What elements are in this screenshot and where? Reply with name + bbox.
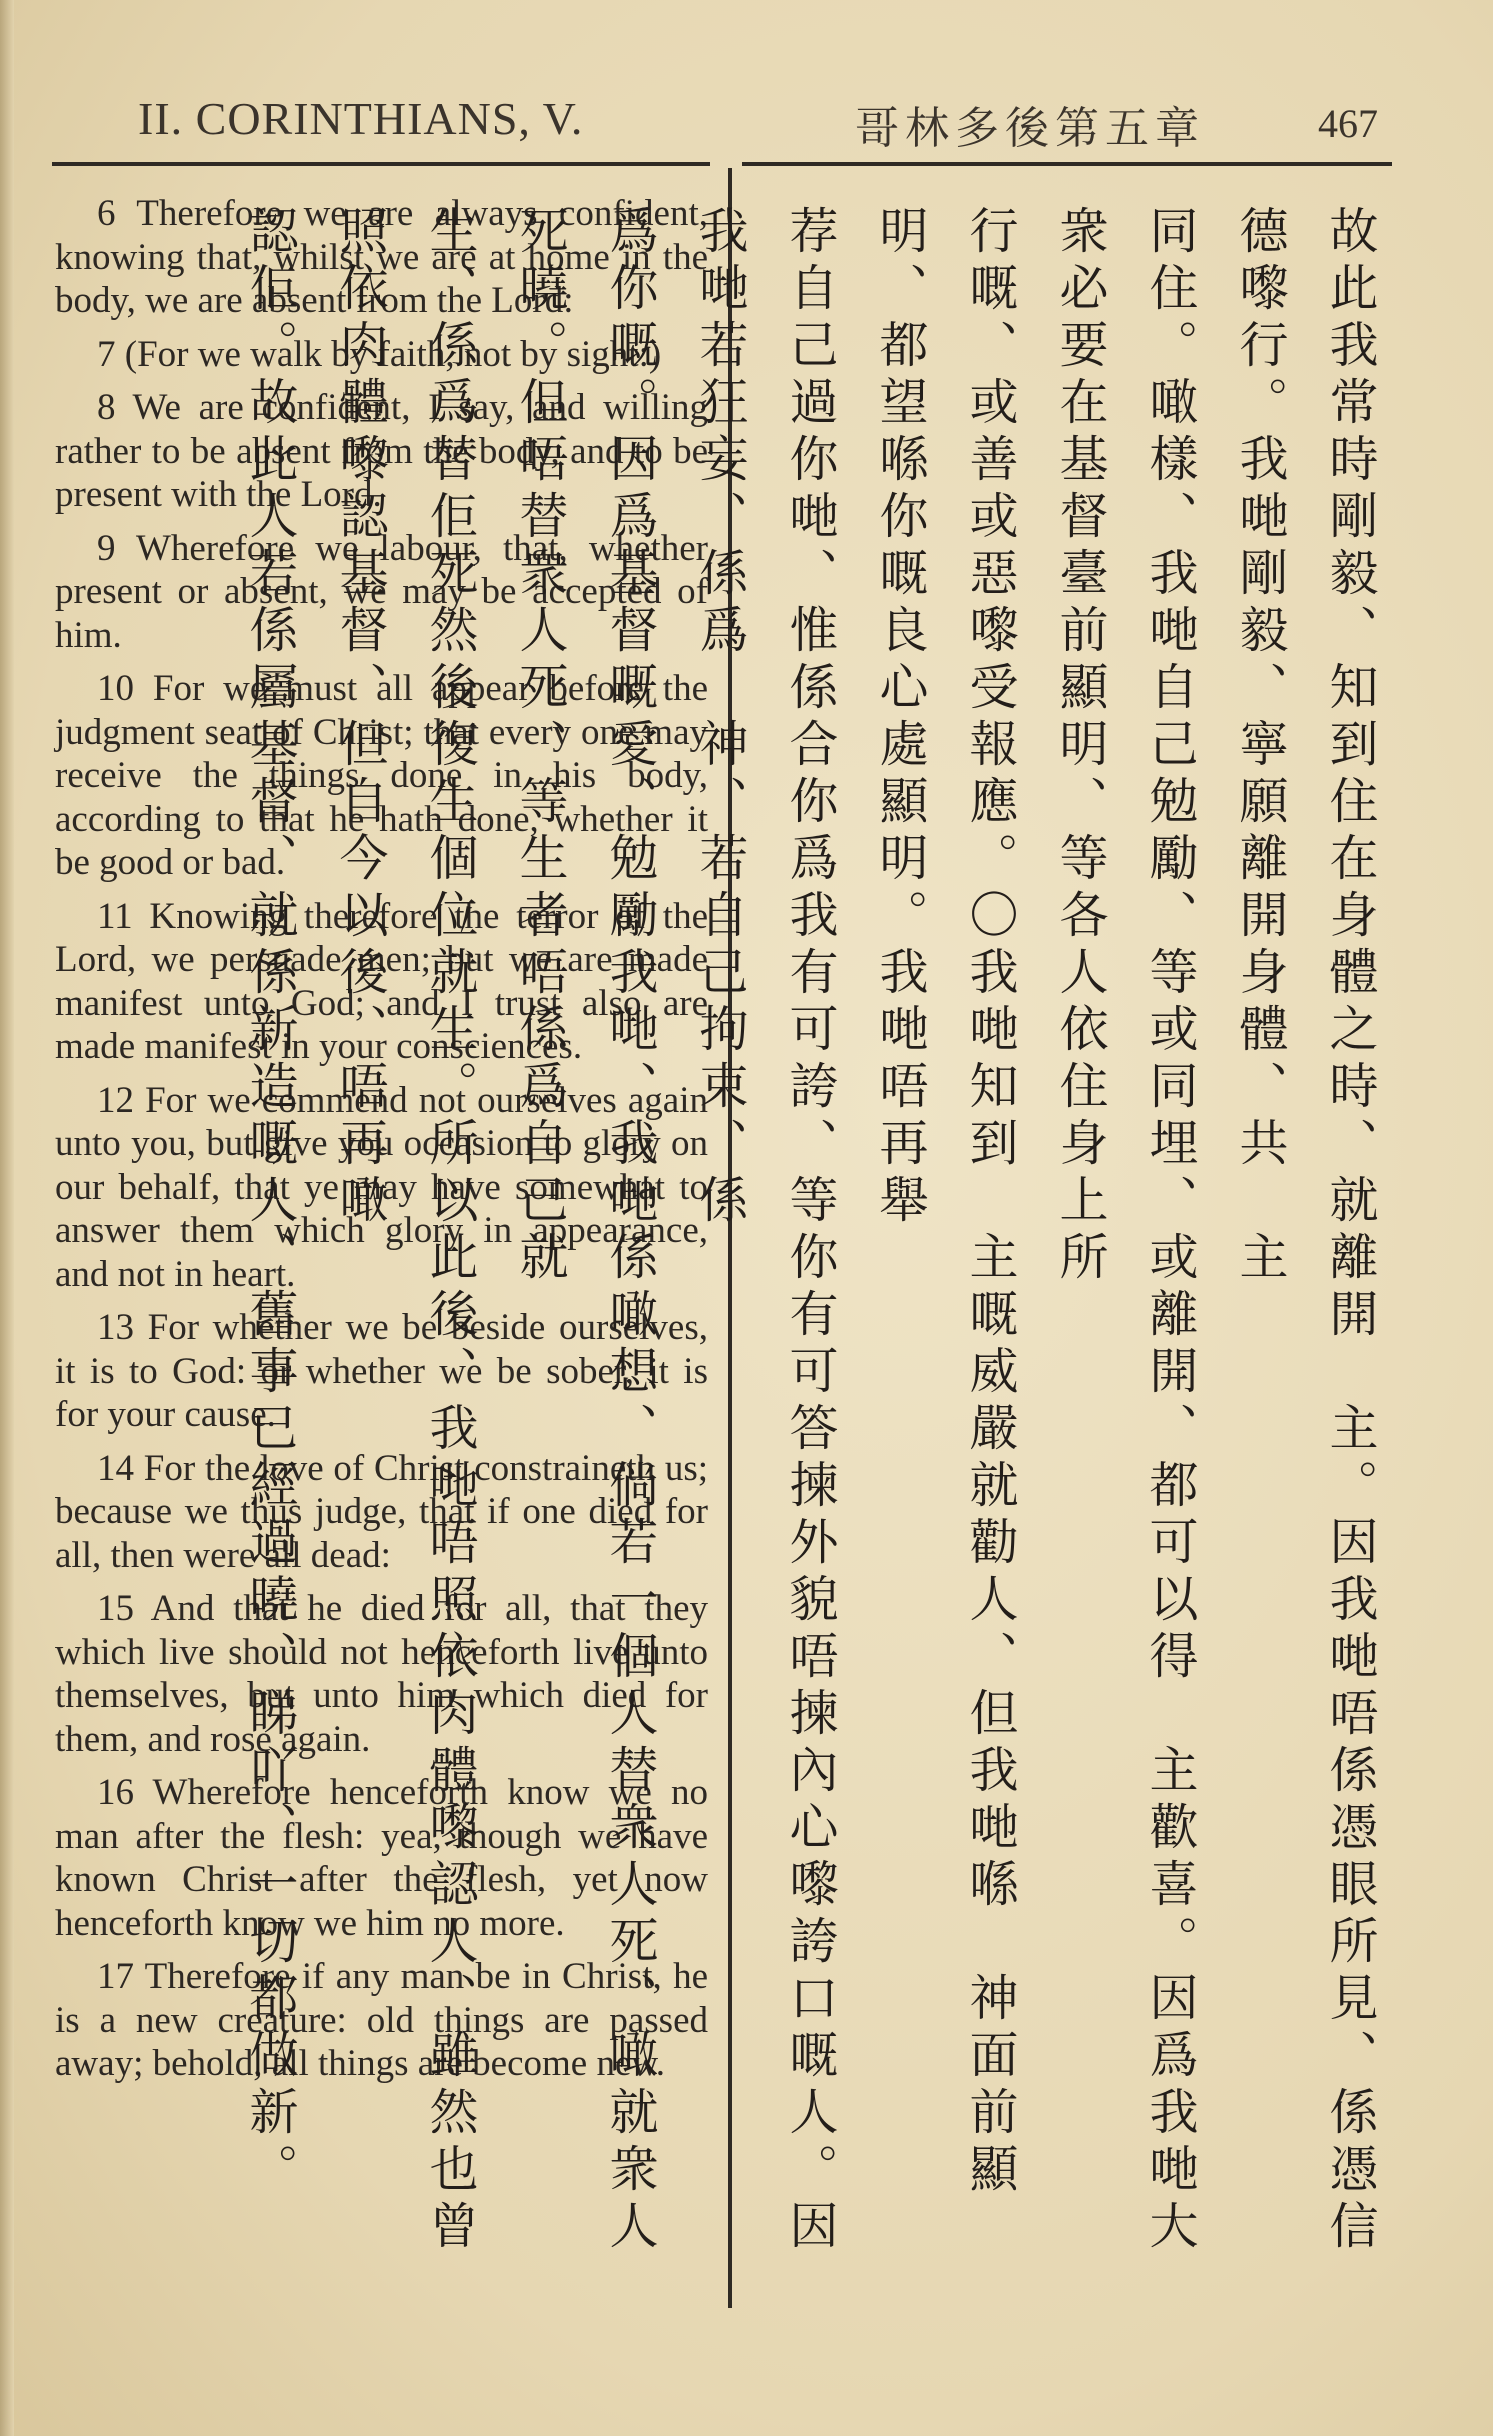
verse-10: 10 For we must all appear before the judgment seat of Christ; that every one may receive the things done in his body, according to that he hath done, whether it be good or bad. bbox=[55, 668, 708, 883]
verse-11: 11 Knowing therefore the terror of the Lord, we persuade men; but we are made manifest unto God; and I trust also are made manifest in your consciences. bbox=[55, 895, 708, 1067]
chinese-line-1: 故此我常時剛毅、知到住在身體之時、就離開 主。因我哋唔係憑眼所見、係憑信德嚟行。我哋剛毅、寧願離開身體、共 主 bbox=[1232, 205, 1379, 2257]
verse-6: 6 Therefore we are always confident, knowing that, whilst we are at home in the body, we are absent from the Lord: bbox=[55, 193, 708, 321]
header-rule-right bbox=[742, 162, 1392, 166]
header-rule-left bbox=[52, 162, 710, 166]
verse-12: 12 For we commend not ourselves again unto you, but give you occasion to glory on our behalf, that ye may have somewhat to answer them which glory in appearance, and not in heart. bbox=[55, 1079, 708, 1295]
chinese-line-7: 認佢。故此人若係屬基督、就係新造嘅人、舊事已經過曉、睇吖、一切都做新。 bbox=[242, 205, 299, 2200]
chinese-line-3: 行嘅、或善或惡嚟受報應。〇我哋知到 主嘅威嚴就勸人、但我哋喺 神面前顯明、都望喺你嘅良心處顯明。我哋唔再舉 bbox=[872, 205, 1019, 2200]
verse-9: 9 Wherefore we labour, that, whether present or absent, we may be accepted of him. bbox=[55, 527, 708, 656]
verse-13: 13 For whether we be beside ourselves, it is to God: or whether we be sober, it is for your cause. bbox=[55, 1307, 708, 1435]
verse-7: 7 (For we walk by faith, not by sight:) bbox=[97, 333, 662, 375]
verse-14: 14 For the love of Christ constraineth us; because we thus judge, that if one died for all, then were all dead: bbox=[55, 1447, 708, 1576]
verse-8: 8 We are confident, I say, and willing rather to be absent from the body, and to be present with the Lord. bbox=[55, 387, 708, 515]
chinese-line-4: 荐自己過你哋、惟係合你爲我有可誇、等你有可答揀外貌唔揀內心嚟誇口嘅人。因我哋若狂妄、係爲 神、若自己拘束、係 bbox=[692, 205, 839, 2257]
page-number: 467 bbox=[1318, 101, 1378, 146]
header-english-title: II. CORINTHIANS, V. bbox=[138, 93, 584, 144]
chinese-line-2: 同住。噉樣、我哋自己勉勵、等或同埋、或離開、都可以得 主歡喜。因爲我哋大衆必要在基督臺前顯明、等各人依住身上所 bbox=[1052, 205, 1199, 2257]
page-spine-shadow bbox=[0, 0, 14, 2436]
verse-15: 15 And that he died for all, that they which live should not henceforth live unto themselves, but unto him which died for them, and rose again. bbox=[55, 1588, 708, 1760]
header-chinese-title: 哥林多後第五章 bbox=[855, 103, 1205, 154]
chinese-line-5: 爲你嘅。因爲基督嘅愛、勉勵我哋、我哋係噉想、倘若一個人替衆人死、噉就衆人死曉。但唔替衆人死、等生者唔係爲自己就 bbox=[512, 205, 659, 2257]
chinese-line-6: 生、係爲替佢死然後復生個位就生。所以此後、我哋唔照依肉體嚟認人、雖然也曾照依肉體嚟認基督、但自今以後、唔再噉 bbox=[332, 205, 479, 2257]
verse-16: 16 Wherefore henceforth know we no man after the flesh: yea, though we have known Christ after the flesh, yet now henceforth know we him no more. bbox=[55, 1772, 708, 1944]
verse-17: 17 Therefore if any man be in Christ, he is a new creature: old things are passed away; behold, all things are become new. bbox=[55, 1956, 708, 2084]
